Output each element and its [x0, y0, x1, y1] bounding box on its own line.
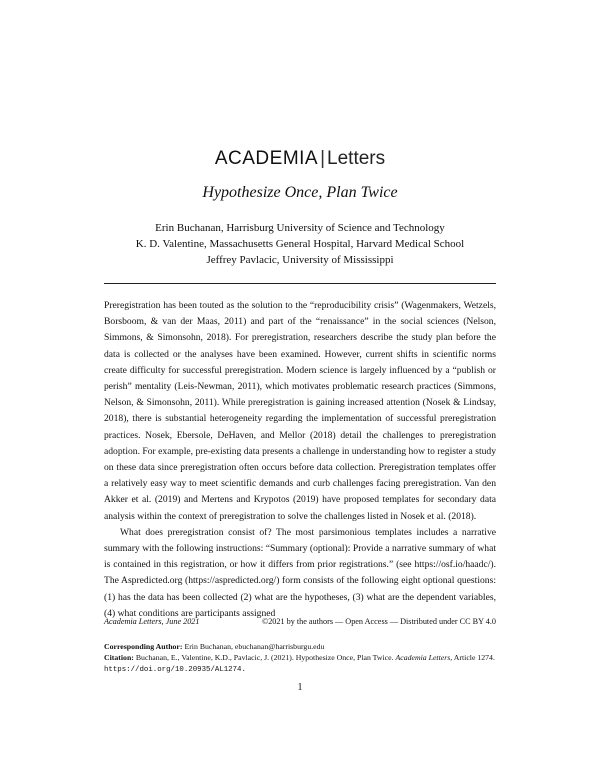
- journal-brand: [0, 148, 600, 170]
- corr-label: Corresponding Author:: [104, 642, 183, 651]
- page-number: 1: [297, 682, 303, 693]
- citation: [104, 652, 496, 676]
- corr-value: Erin Buchanan, ebuchanan@harrisburgu.edu: [184, 642, 325, 651]
- brand-separator: |: [320, 148, 326, 169]
- brand-letters: Letters: [327, 148, 386, 169]
- author-line: K. D. Valentine, Massachusetts General Hospital, Harvard Medical School: [135, 238, 465, 250]
- citation-doi[interactable]: https://doi.org/10.20935/AL1274.: [104, 666, 246, 674]
- title-divider: [104, 283, 496, 284]
- citation-article: Article 1274.: [453, 653, 495, 662]
- citation-journal: Academia Letters,: [395, 653, 453, 662]
- brand-academia: ACADEMIA: [214, 148, 319, 169]
- license-text: ©2021 by the authors — Open Access — Distributed under CC BY 4.0: [261, 617, 496, 626]
- citation-label: Citation:: [104, 653, 134, 662]
- corresponding-author: [104, 641, 496, 652]
- citation-text: Buchanan, E., Valentine, K.D., Pavlacic, J. (2021). Hypothesize Once, Plan Twice.: [135, 653, 394, 662]
- paper-title: Hypothesize Once, Plan Twice: [202, 184, 398, 201]
- author-list: [0, 220, 600, 268]
- body-paragraph: Preregistration has been touted as the solution to the “reproducibility crisis” (Wagenmakers, Wetzels, Borsboom, & van der Maas, 2011) and part of the “renaissance” in the social sciences (Nelson, Simmons, & Simonsohn, 2018). For preregistration, researchers describe the study plan before the data is collected or the analyses have been examined. However, current shifts in scientific norms create difficulty for successful preregistration. Modern science is largely influenced by a “publish or perish” mentality (Leis-Newman, 2011), which motivates problematic research practices (Simmons, Nelson, & Simonsohn, 2011). While preregistration is gaining increased attention (Nosek & Lindsay, 2018), there is substantial heterogeneity regarding the implementation of successful preregistration practices. Nosek, Ebersole, DeHaven, and Mellor (2018) detail the challenges to preregistration adoption. For example, pre-existing data presents a challenge in understanding how to register a study on these data since preregistration often occurs before data collection. Preregistration templates offer a relatively easy way to meet scientific demands and curb challenges facing preregistration. Van den Akker et al. (2019) and Mertens and Krypotos (2019) have proposed templates for secondary data analysis within the context of preregistration to solve the challenges listed in Nosek et al. (2018).: [104, 300, 496, 522]
- body-text: [104, 298, 496, 622]
- body-paragraph: What does preregistration consist of? The most parsimonious templates includes a narrative summary with the following instructions: “Summary (optional): Provide a narrative summary of what is contained in this registration, or how it differs from prior registrations.” (see https://osf.io/haadc/). The Aspredicted.org (https://aspredicted.org/) form consists of the following eight optional questions: (1) has the data has been collected (2) what are the hypotheses, (3) what are the dependent variables, (4) what conditions are participants assigned: [104, 526, 496, 619]
- author-line: Erin Buchanan, Harrisburg University of Science and Technology: [155, 222, 445, 234]
- author-line: Jeffrey Pavlacic, University of Mississippi: [206, 254, 394, 266]
- journal-date: Academia Letters, June 2021: [104, 617, 200, 626]
- corresponding-info: [104, 641, 496, 676]
